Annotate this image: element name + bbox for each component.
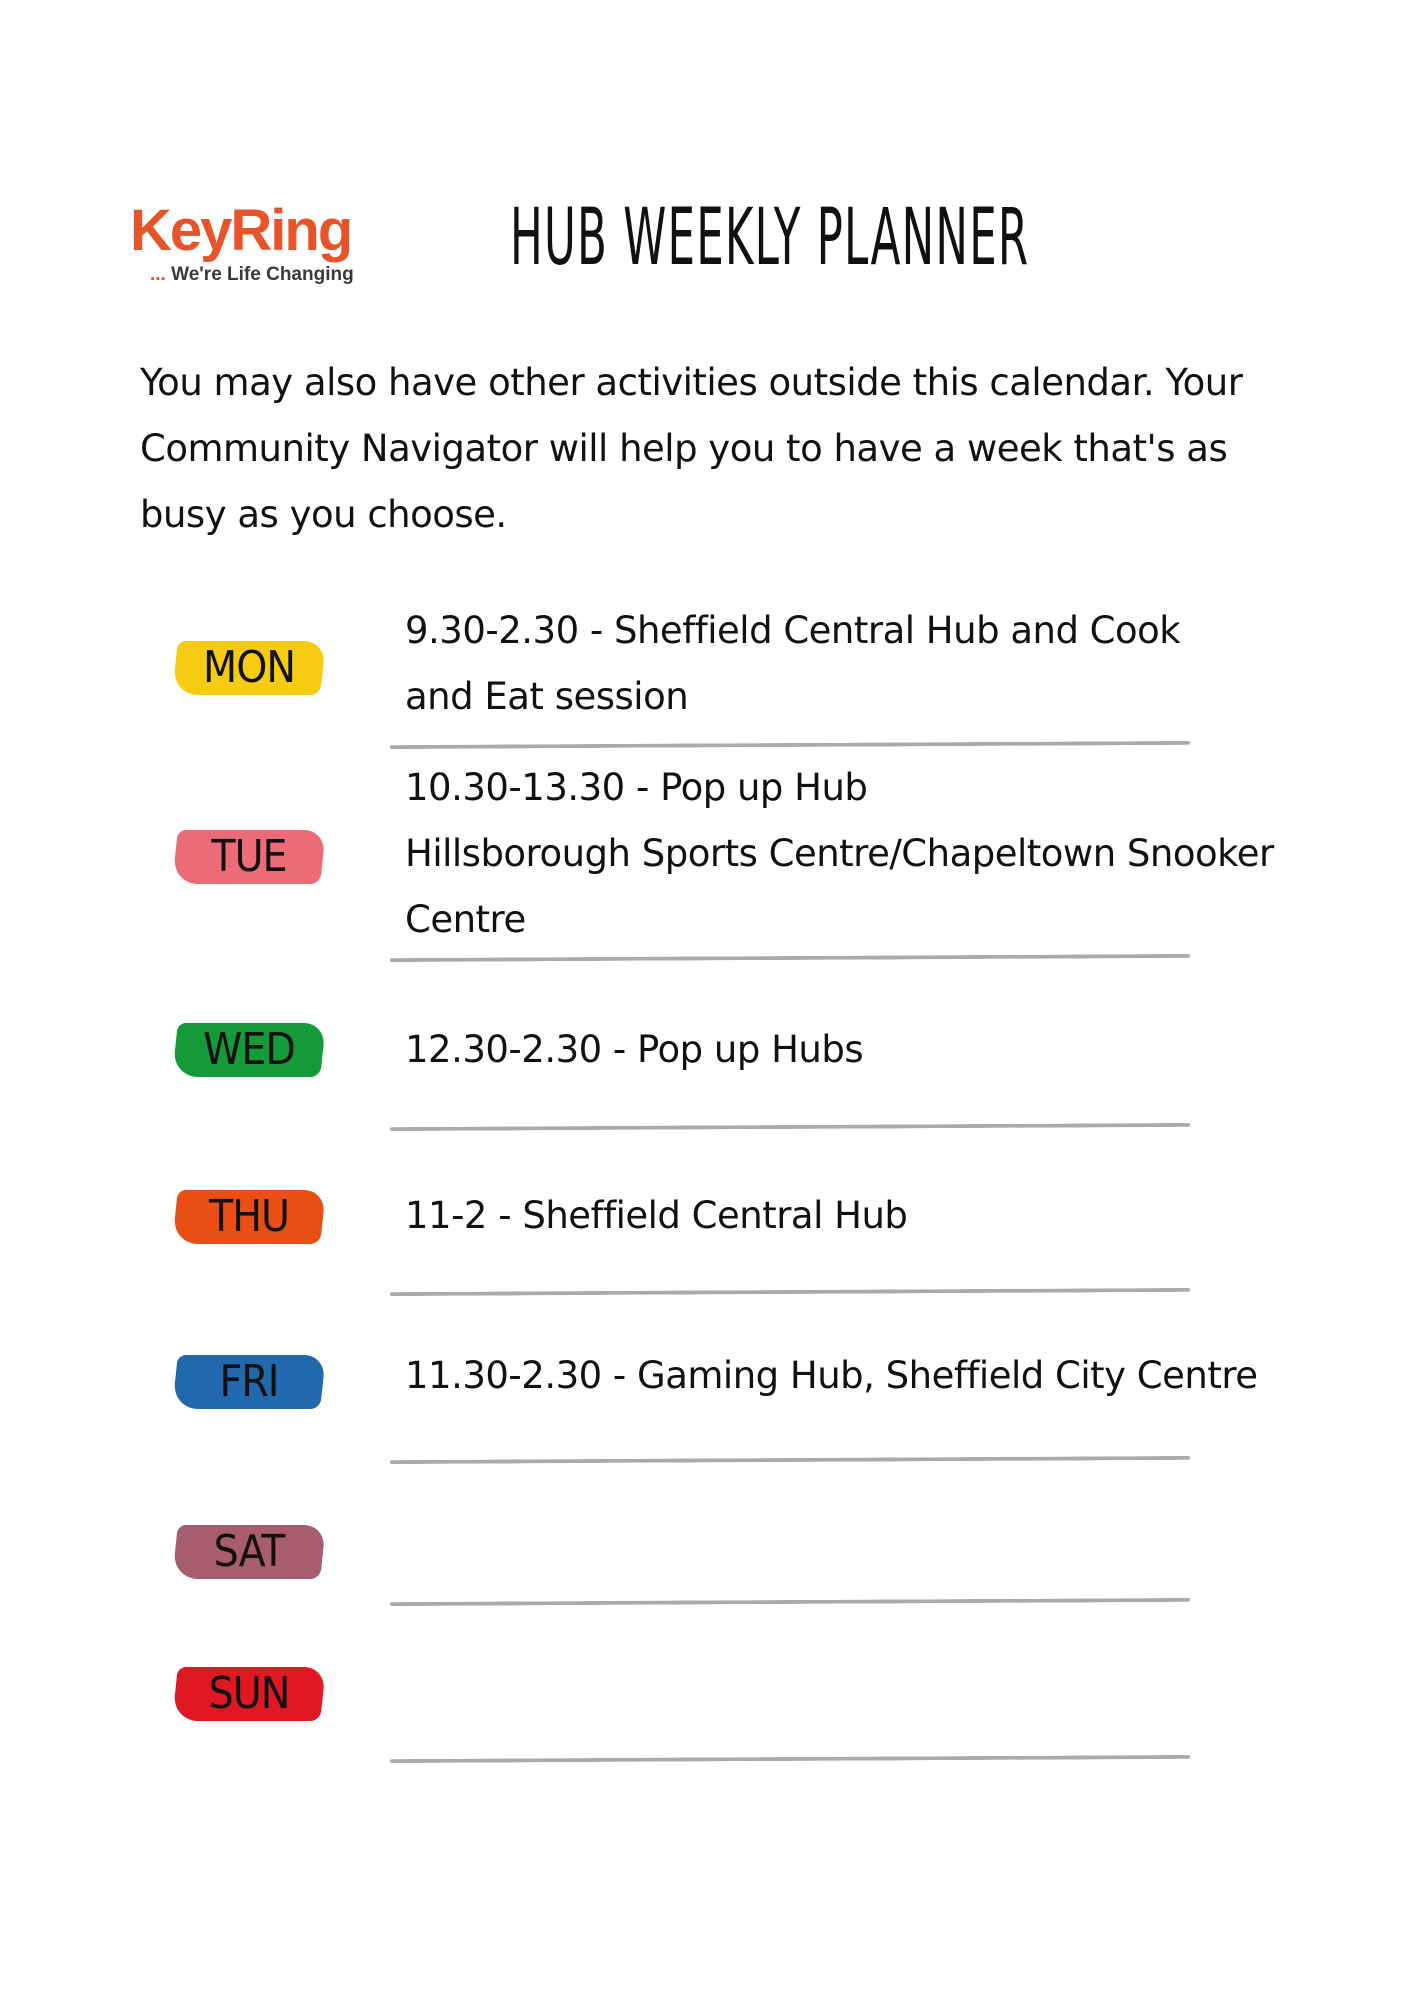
day-rule-thu [390,1288,1190,1296]
page-title: HUB WEEKLY PLANNER [510,193,1030,283]
intro-text: You may also have other activities outside this calendar. Your Community Navigator will help you to have a week that's as busy as you choose. [140,361,1243,536]
day-rule-sat [390,1598,1190,1606]
logo-brand: KeyRing [130,198,352,263]
day-entry-wed: 12.30-2.30 - Pop up Hubs [405,1028,864,1071]
day-label-sat: SAT [213,1526,285,1577]
logo-tagline-dots: ... [150,264,166,285]
day-rule-sun [390,1755,1190,1763]
day-label-wed: WED [203,1024,295,1075]
day-entry-thu: 11-2 - Sheffield Central Hub [405,1194,908,1237]
day-rule-tue [390,954,1190,962]
logo-tagline-line [130,264,380,286]
keyring-logo [130,200,380,286]
day-entry-fri: 11.30-2.30 - Gaming Hub, Sheffield City Centre [405,1354,1258,1397]
day-label-thu: THU [209,1191,289,1242]
day-label-sun: SUN [208,1668,290,1719]
day-label-mon: MON [203,642,295,693]
day-rule-fri [390,1456,1190,1464]
day-label-fri: FRI [219,1356,279,1407]
day-entry-mon: 9.30-2.30 - Sheffield Central Hub and Cook and Eat session [405,609,1181,718]
day-rule-wed [390,1123,1190,1131]
day-rule-mon [390,741,1190,749]
day-entry-tue: 10.30-13.30 - Pop up Hub Hillsborough Sports Centre/Chapeltown Snooker Centre [405,766,1274,941]
logo-tagline: We're Life Changing [171,264,354,285]
day-label-tue: TUE [211,831,287,882]
